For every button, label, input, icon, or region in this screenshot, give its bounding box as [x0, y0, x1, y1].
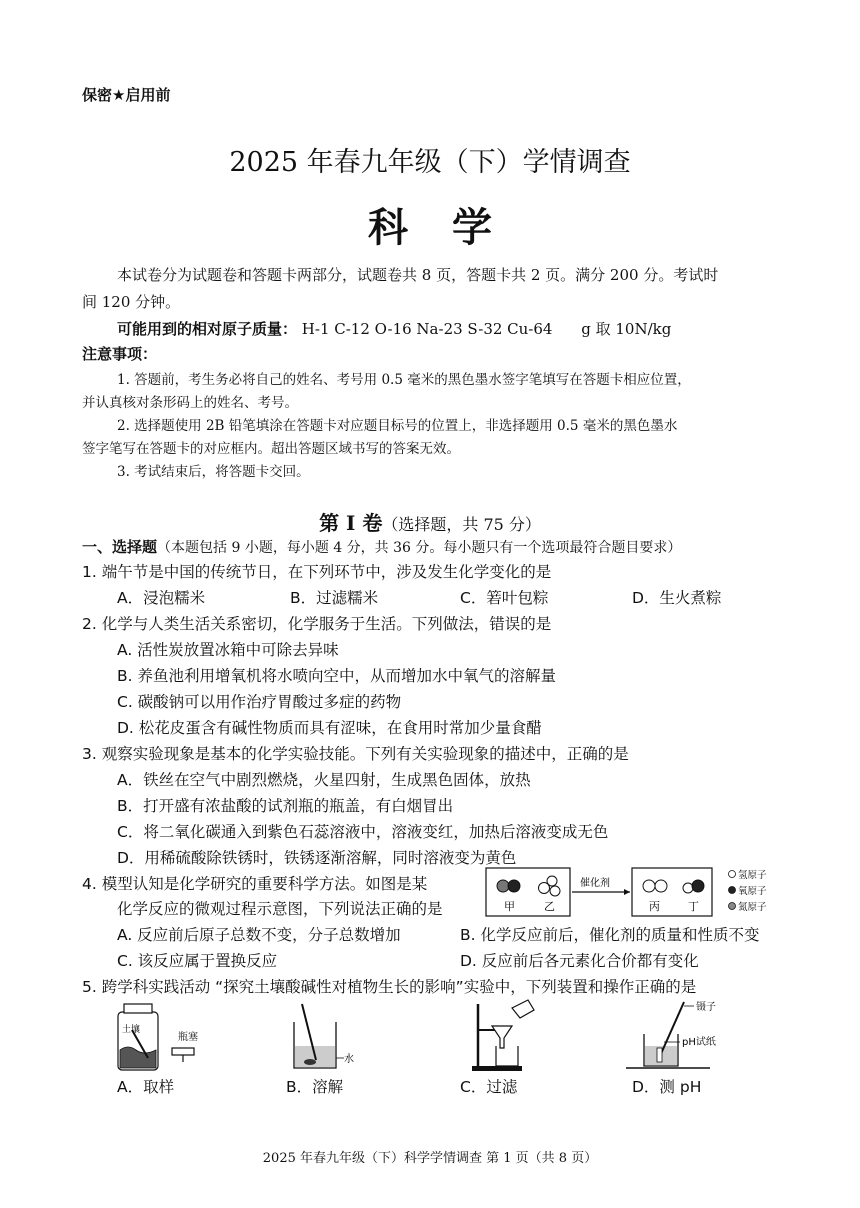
soil-label: 土壤 [122, 1025, 141, 1035]
legend-h-icon [729, 871, 736, 878]
section-title-paren: （选择题，共 75 分） [382, 515, 541, 534]
q4-stem-line-2: 化学反应的微观过程示意图，下列说法正确的是 [117, 900, 443, 918]
legend-h: 氢原子 [738, 870, 767, 881]
q3-option-b: B．打开盛有浓盐酸的试剂瓶的瓶盖，有白烟冒出 [117, 797, 454, 815]
note-1-line-1: 1. 答题前，考生务必将自己的姓名、考号用 0.5 毫米的黑色墨水签字笔填写在答题卡相应位置， [117, 372, 691, 388]
intro-line-1: 本试卷分为试题卷和答题卡两部分，试题卷共 8 页，答题卡共 2 页。满分 200 分。考试时 [117, 266, 719, 284]
note-3: 3. 考试结束后，将答题卡交回。 [117, 464, 310, 480]
water-label: 水 [344, 1054, 354, 1065]
section-title-main: 第 I 卷 [319, 511, 383, 535]
molecule-jia-icon [497, 880, 520, 892]
q1-option-d: D．生火煮粽 [632, 589, 722, 607]
part-heading [82, 536, 681, 557]
q5-apparatus-c [468, 996, 548, 1074]
q2-option-a: A. 活性炭放置冰箱中可除去异味 [117, 641, 339, 659]
receiving-beaker-icon [496, 1046, 518, 1066]
q4-option-b: B. 化学反应前后，催化剂的质量和性质不变 [460, 926, 760, 944]
q4-stem-line-1: 4. 模型认知是化学研究的重要科学方法。如图是某 [82, 875, 428, 893]
q5-stem: 5. 跨学科实践活动 “探究土壤酸碱性对植物生长的影响”实验中，下列装置和操作正确的是 [82, 978, 697, 996]
q4-option-a: A. 反应前后原子总数不变，分子总数增加 [117, 926, 401, 944]
q2-option-d: D. 松花皮蛋含有碱性物质而具有涩味，在食用时常加少量食醋 [117, 719, 542, 737]
q4-option-c: C. 该反应属于置换反应 [117, 952, 278, 970]
q3-stem: 3. 观察实验现象是基本的化学实验技能。下列有关实验现象的描述中，正确的是 [82, 745, 629, 763]
arrow-head-icon [624, 889, 630, 895]
q3-option-a: A．铁丝在空气中剧烈燃烧，火星四射，生成黑色固体，放热 [117, 771, 531, 789]
label-jia: 甲 [504, 900, 515, 913]
molecule-yi-icon [539, 876, 561, 896]
note-1-line-2: 并认真核对条形码上的姓名、考号。 [82, 395, 298, 411]
stopper-icon [172, 1048, 194, 1055]
g-value: g 取 10N/kg [581, 320, 672, 338]
pouring-beaker-icon [512, 1000, 534, 1018]
atomic-mass-values: H-1 C-12 O-16 Na-23 S-32 Cu-64 [301, 320, 553, 338]
ph-paper-icon [657, 1048, 662, 1062]
note-2-line-2: 签字笔写在答题卡的对应框内。超出答题区域书写的答案无效。 [82, 441, 460, 457]
legend-o-icon [729, 887, 736, 894]
q2-option-c: C. 碳酸钠可以用作治疗胃酸过多症的药物 [117, 693, 402, 711]
funnel-icon [492, 1026, 512, 1048]
part-label: 一、选择题 [82, 538, 158, 556]
molecule-bing-icon [643, 880, 667, 892]
q5-apparatus-b [286, 1000, 366, 1074]
q5-option-c: C．过滤 [460, 1078, 518, 1096]
q3-option-c: C．将二氧化碳通入到紫色石蕊溶液中，溶液变红，加热后溶液变成无色 [117, 823, 609, 841]
stand-base-icon [472, 1066, 522, 1071]
q1-stem: 1. 端午节是中国的传统节日，在下列环节中，涉及发生化学变化的是 [82, 563, 552, 581]
label-ding: 丁 [688, 900, 699, 913]
atomic-mass-label: 可能用到的相对原子质量： [117, 320, 298, 338]
q2-stem: 2. 化学与人类生活关系密切，化学服务于生活。下列做法，错误的是 [82, 615, 552, 633]
intro-line-2: 间 120 分钟。 [82, 293, 181, 311]
notes-title: 注意事项： [82, 345, 158, 363]
legend-n: 氮原子 [738, 902, 767, 913]
label-bing: 丙 [649, 900, 660, 913]
q1-option-b: B．过滤糯米 [290, 589, 379, 607]
q5-option-b: B．溶解 [286, 1078, 344, 1096]
page-footer: 2025 年春九年级（下）科学学情调查 第 1 页（共 8 页） [262, 1151, 598, 1166]
stopper-label: 瓶塞 [178, 1032, 198, 1043]
legend-o: 氧原子 [738, 886, 767, 897]
q1-option-c: C．箬叶包粽 [460, 589, 549, 607]
q5-option-a: A．取样 [117, 1078, 175, 1096]
catalyst-label: 催化剂 [580, 878, 610, 889]
q5-apparatus-d [622, 996, 752, 1074]
q4-option-d: D. 反应前后各元素化合价都有变化 [460, 952, 699, 970]
subject-title: 科学 [368, 204, 536, 251]
exam-title: 2025 年春九年级（下）学情调查 [229, 147, 631, 178]
label-yi: 乙 [544, 900, 555, 913]
tweezers-label: 镊子 [696, 1002, 716, 1013]
part-desc: （本题包括 9 小题，每小题 4 分，共 36 分。每小题只有一个选项最符合题目要求） [157, 540, 682, 556]
q4-reaction-diagram [484, 864, 794, 922]
q5-apparatus-a [108, 1000, 218, 1074]
atomic-mass-row [117, 318, 671, 339]
section-title [0, 507, 860, 536]
q2-option-b: B. 养鱼池利用增氧机将水喷向空中，从而增加水中氧气的溶解量 [117, 667, 556, 685]
legend-n-icon [729, 903, 736, 910]
confidential-label: 保密★启用前 [82, 86, 171, 104]
ph-paper-label: pH试纸 [682, 1037, 716, 1048]
q5-option-d: D．测 pH [632, 1078, 702, 1096]
molecule-ding-icon [683, 880, 704, 893]
q1-option-a: A．浸泡糯米 [117, 589, 206, 607]
q3-option-d: D．用稀硫酸除铁锈时，铁锈逐渐溶解，同时溶液变为黄色 [117, 849, 517, 867]
note-2-line-1: 2. 选择题使用 2B 铅笔填涂在答题卡对应题目标号的位置上，非选择题用 0.5 毫米的黑色墨水 [117, 418, 678, 434]
